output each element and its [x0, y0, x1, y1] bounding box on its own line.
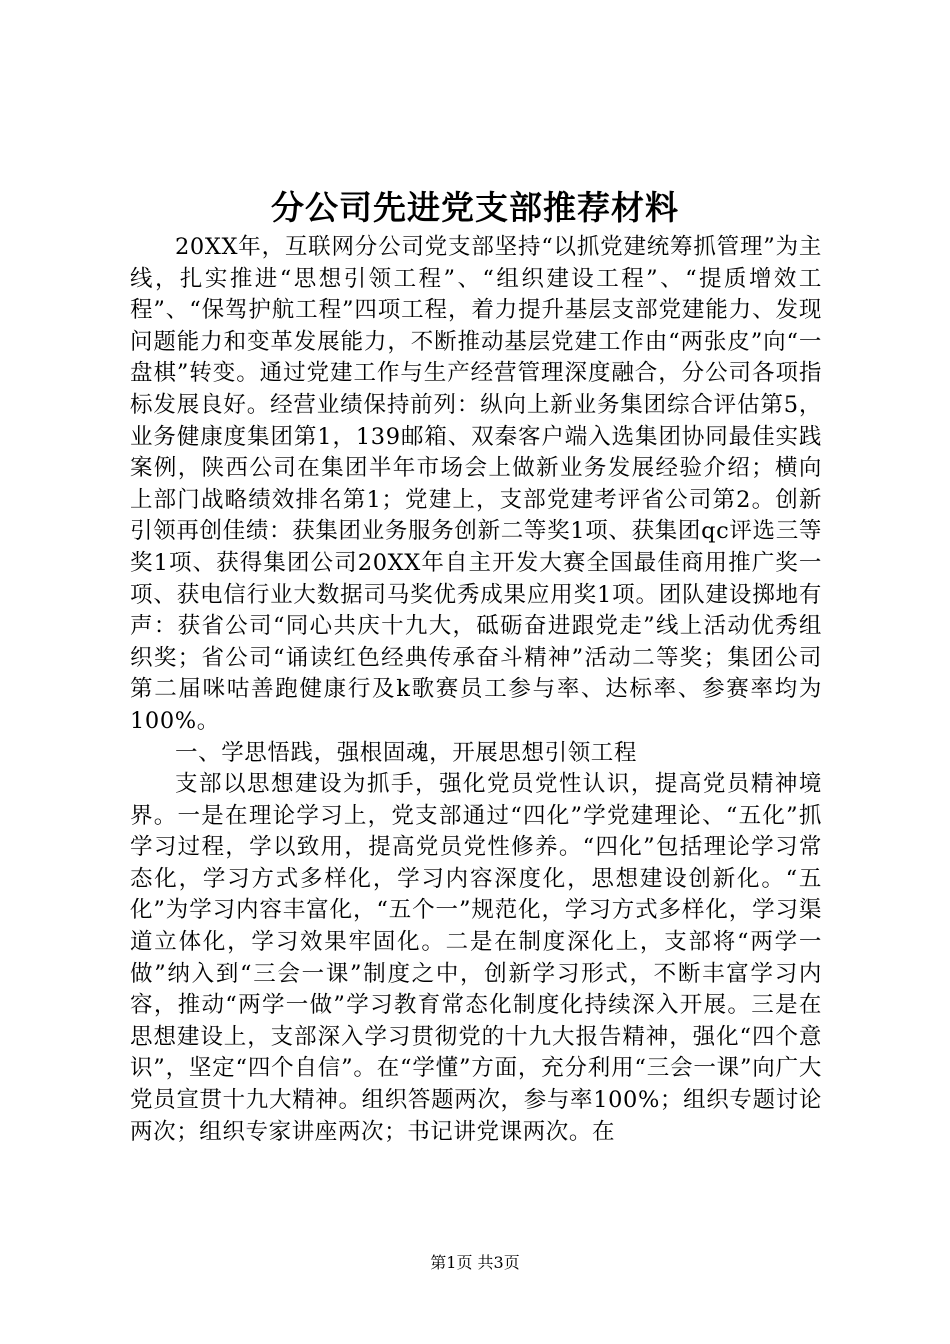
- paragraph-section-1: 支部以思想建设为抓手，强化党员党性认识，提高党员精神境界。一是在理论学习上，党支部通过“四化”学党建理论、“五化”抓学习过程，学以致用，提高党员党性修养。“四化”包括理论学习常态化，学习方式多样化，学习内容深度化，思想建设创新化。“五化”为学习内容丰富化，“五个一”规范化，学习方式多样化，学习渠道立体化，学习效果牢固化。二是在制度深化上，支部将“两学一做”纳入到“三会一课”制度之中，创新学习形式，不断丰富学习内容，推动“两学一做”学习教育常态化制度化持续深入开展。三是在思想建设上，支部深入学习贯彻党的十九大报告精神，强化“四个意识”，坚定“四个自信”。在“学懂”方面，充分利用“三会一课”向广大党员宣贯十九大精神。组织答题两次，参与率100%；组织专题讨论两次；组织专家讲座两次；书记讲党课两次。在: [130, 771, 822, 1145]
- section-heading-1: 一、学思悟践，强根固魂，开展思想引领工程: [175, 739, 638, 766]
- document-title: 分公司先进党支部推荐材料: [271, 188, 679, 227]
- page-footer: 第1页 共3页: [430, 1253, 520, 1272]
- document-body: [130, 232, 822, 1148]
- paragraph-intro: 20XX年，互联网分公司党支部坚持“以抓党建统筹抓管理”为主线，扎实推进“思想引领工程”、“组织建设工程”、“提质增效工程”、“保驾护航工程”四项工程，着力提升基层支部党建能力、发现问题能力和变革发展能力，不断推动基层党建工作由“两张皮”向“一盘棋”转变。通过党建工作与生产经营管理深度融合，分公司各项指标发展良好。经营业绩保持前列：纵向上新业务集团综合评估第5，业务健康度集团第1，139邮箱、双秦客户端入选集团协同最佳实践案例，陕西公司在集团半年市场会上做新业务发展经验介绍；横向上部门战略绩效排名第1；党建上，支部党建考评省公司第2。创新引领再创佳绩：获集团业务服务创新二等奖1项、获集团qc评选三等奖1项、获得集团公司20XX年自主开发大赛全国最佳商用推广奖一项、获电信行业大数据司马奖优秀成果应用奖1项。团队建设掷地有声：获省公司“同心共庆十九大，砥砺奋进跟党走”线上活动优秀组织奖；省公司“诵读红色经典传承奋斗精神”活动二等奖；集团公司第二届咪咕善跑健康行及k歌赛员工参与率、达标率、参赛率均为100%。: [130, 234, 822, 734]
